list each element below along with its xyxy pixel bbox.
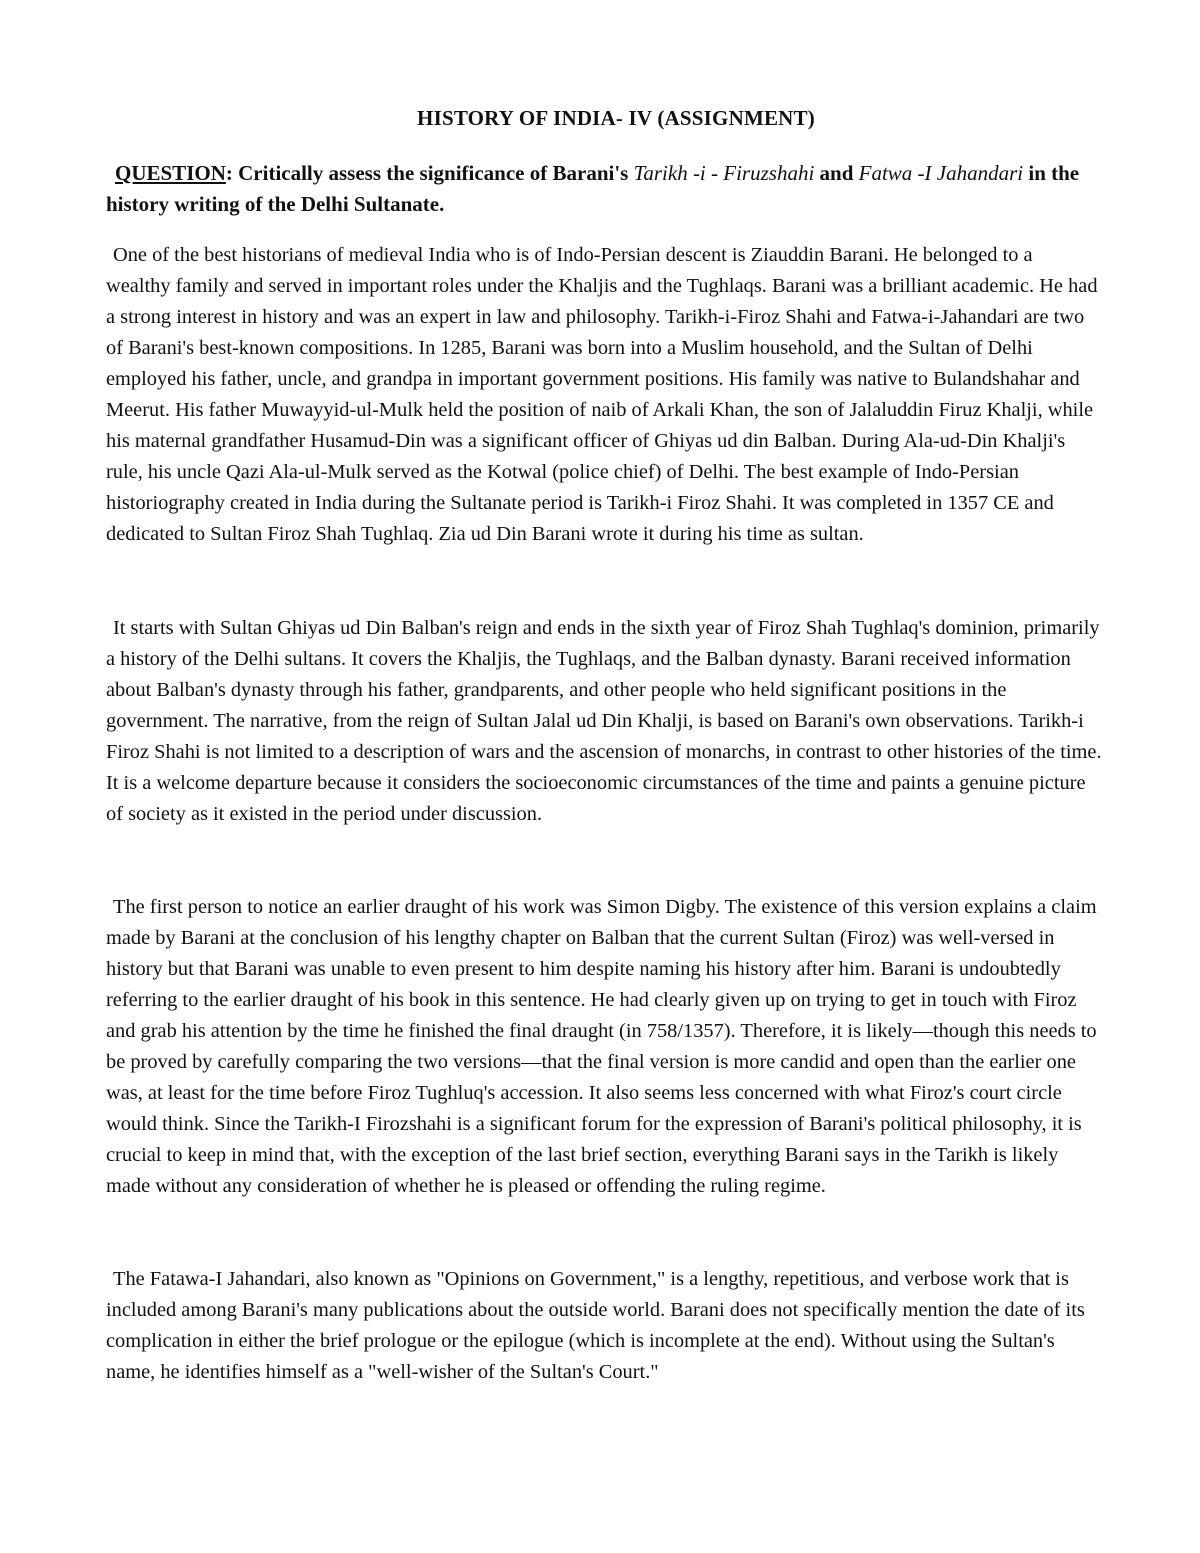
question-text-part2: and: [814, 161, 859, 185]
paragraph-2-text: It starts with Sultan Ghiyas ud Din Balban's reign and ends in the sixth year of Firoz Shah Tughlaq's dominion, primarily a history of the Delhi sultans. It covers the Khaljis, the Tughlaqs, and the Balban dynasty. Barani received information about Balban's dynasty through his father, grandparents, and other people who held significant positions in the government. The narrative, from the reign of Sultan Jalal ud Din Khalji, is based on Barani's own observations. Tarikh-i Firoz Shahi is not limited to a description of wars and the ascension of monarchs, in contrast to other histories of the time. It is a welcome departure because it considers the socioeconomic circumstances of the time and paints a genuine picture of society as it existed in the period under discussion.: [106, 617, 1102, 825]
question-label: QUESTION: [115, 161, 226, 185]
question-text-part1: Critically assess the significance of Barani's: [232, 161, 634, 185]
paragraph-4: [106, 1264, 1102, 1388]
paragraph-3: [106, 892, 1102, 1202]
paragraph-2: [106, 613, 1102, 830]
paragraph-1-text: One of the best historians of medieval India who is of Indo-Persian descent is Ziauddin Barani. He belonged to a wealthy family and served in important roles under the Khaljis and the Tughlaqs. Barani was a brilliant academic. He had a strong interest in history and was an expert in law and philosophy. Tarikh-i-Firoz Shahi and Fatwa-i-Jahandari are two of Barani's best-known compositions. In 1285, Barani was born into a Muslim household, and the Sultan of Delhi employed his father, uncle, and grandpa in important government positions. His family was native to Bulandshahar and Meerut. His father Muwayyid-ul-Mulk held the position of naib of Arkali Khan, the son of Jalaluddin Firuz Khalji, while his maternal grandfather Husamud-Din was a significant officer of Ghiyas ud din Balban. During Ala-ud-Din Khalji's rule, his uncle Qazi Ala-ul-Mulk served as the Kotwal (police chief) of Delhi. The best example of Indo-Persian historiography created in India during the Sultanate period is Tarikh-i Firoz Shahi. It was completed in 1357 CE and dedicated to Sultan Firoz Shah Tughlaq. Zia ud Din Barani wrote it during his time as sultan.: [106, 244, 1098, 545]
question-statement: [106, 158, 1106, 220]
document-title: HISTORY OF INDIA- IV (ASSIGNMENT): [417, 106, 815, 130]
question-work-title-1: Tarikh -i - Firuzshahi: [633, 161, 815, 185]
question-work-title-2: Fatwa -I Jahandari: [858, 161, 1024, 185]
paragraph-3-text: The first person to notice an earlier draught of his work was Simon Digby. The existence of this version explains a claim made by Barani at the conclusion of his lengthy chapter on Balban that the current Sultan (Firoz) was well-versed in history but that Barani was unable to even present to him despite naming his history after him. Barani is undoubtedly referring to the earlier draught of his book in this sentence. He had clearly given up on trying to get in touch with Firoz and grab his attention by the time he finished the final draught (in 758/1357). Therefore, it is likely—though this needs to be proved by carefully comparing the two versions—that the final version is more candid and open than the earlier one was, at least for the time before Firoz Tughluq's accession. It also seems less concerned with what Firoz's court circle would think. Since the Tarikh-I Firozshahi is a significant forum for the expression of Barani's political philosophy, it is crucial to keep in mind that, with the exception of the last brief section, everything Barani says in the Tarikh is likely made without any consideration of whether he is pleased or offending the ruling regime.: [106, 896, 1097, 1197]
paragraph-4-text: The Fatawa-I Jahandari, also known as "Opinions on Government," is a lengthy, repetitious, and verbose work that is included among Barani's many publications about the outside world. Barani does not specifically mention the date of its complication in either the brief prologue or the epilogue (which is incomplete at the end). Without using the Sultan's name, he identifies himself as a "well-wisher of the Sultan's Court.": [106, 1268, 1085, 1383]
question-text-part3: in the history writing of the Delhi Sultanate.: [106, 161, 1080, 216]
paragraph-1: [106, 240, 1102, 550]
question-separator: :: [225, 161, 233, 185]
